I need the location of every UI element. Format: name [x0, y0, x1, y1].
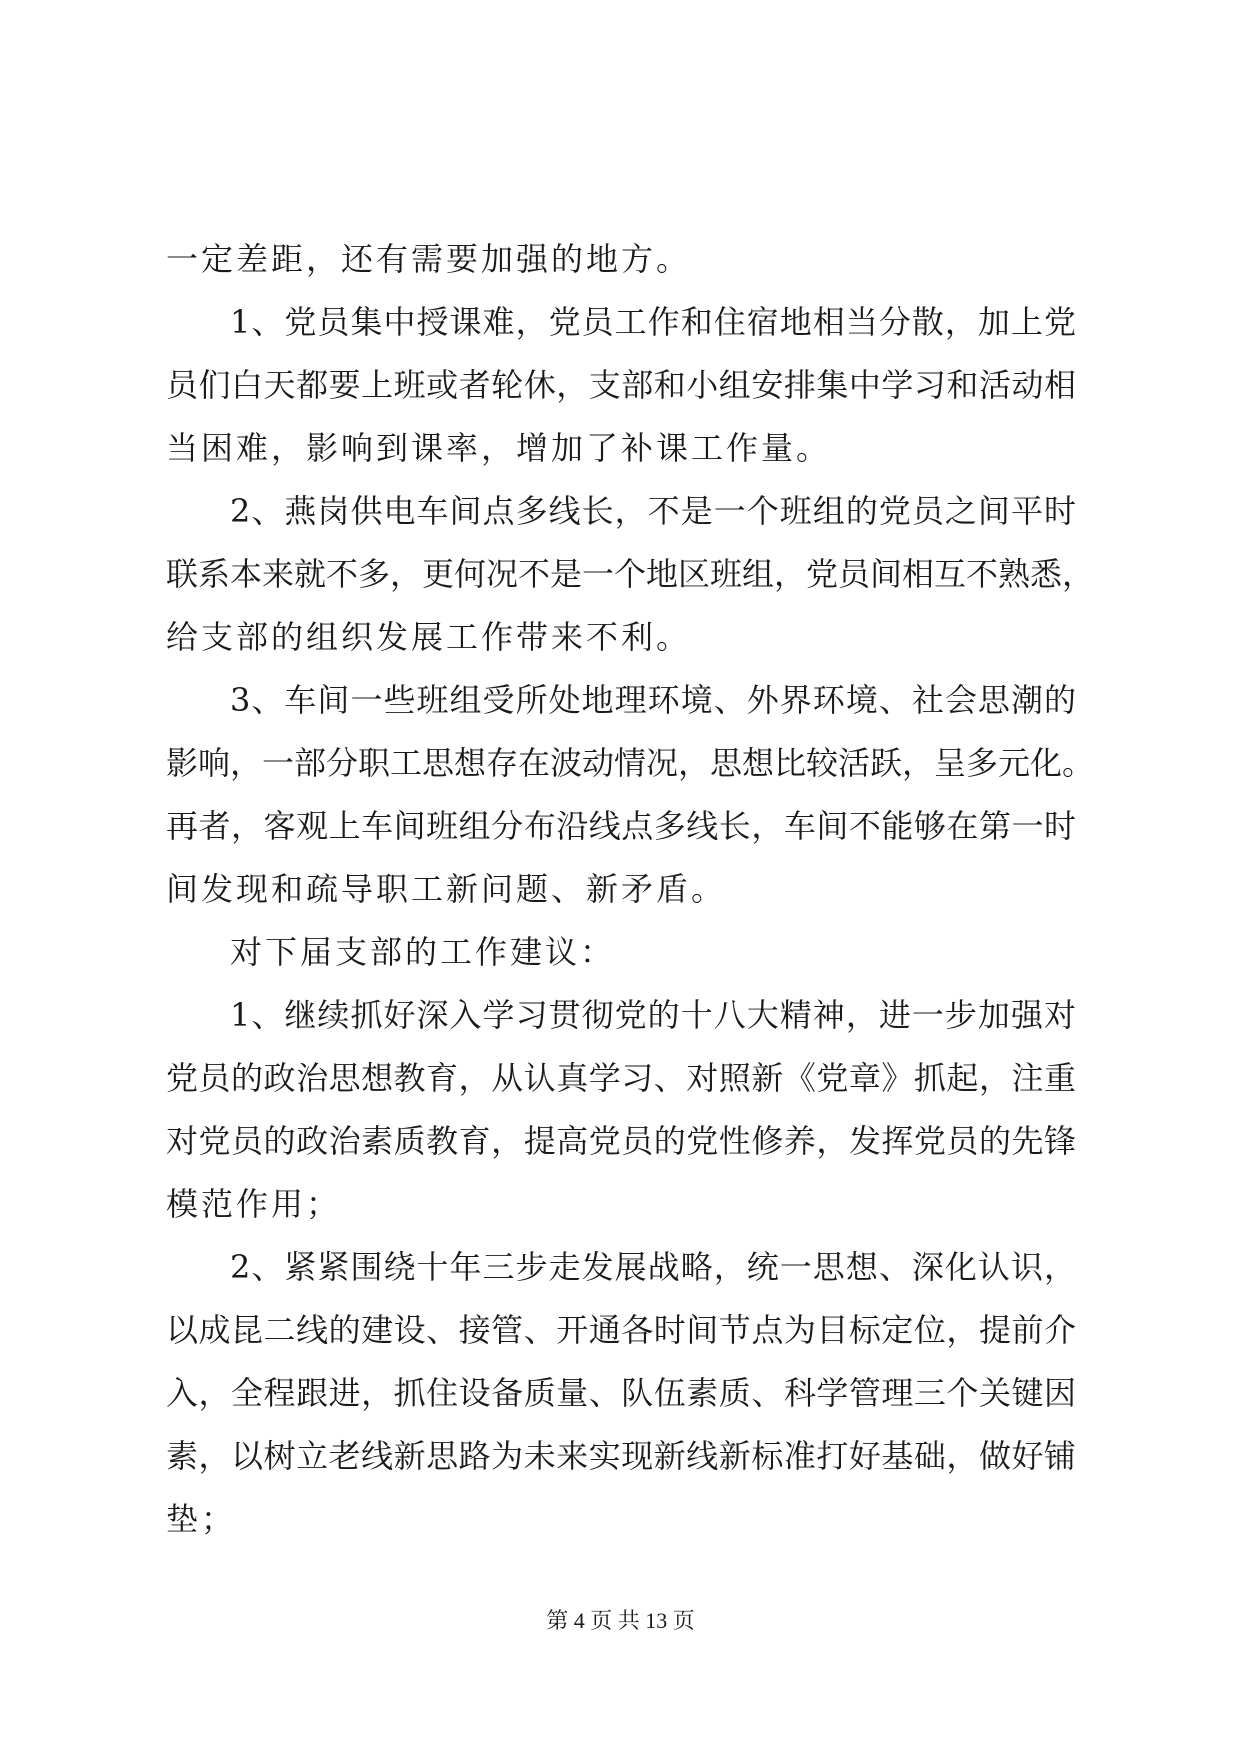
page-number-footer: 第 4 页 共 13 页: [546, 1608, 695, 1633]
text-line: 2、燕岗供电车间点多线长，不是一个班组的党员之间平时: [230, 492, 1076, 530]
text-line: 员们白天都要上班或者轮休，支部和小组安排集中学习和活动相: [166, 366, 1076, 404]
text-line: 3、车间一些班组受所处地理环境、外界环境、社会思潮的: [230, 681, 1076, 719]
text-line: 对下届支部的工作建议：: [230, 933, 616, 971]
text-line: 党员的政治思想教育，从认真学习、对照新《党章》抓起，注重: [166, 1059, 1076, 1097]
text-line: 素，以树立老线新思路为未来实现新线新标准打好基础，做好铺: [166, 1437, 1076, 1475]
text-line: 一定差距，还有需要加强的地方。: [166, 240, 692, 278]
text-line: 联系本来就不多，更何况不是一个地区班组，党员间相互不熟悉，: [166, 555, 1095, 593]
text-line: 1、继续抓好深入学习贯彻党的十八大精神，进一步加强对: [230, 996, 1076, 1034]
text-line: 影响，一部分职工思想存在波动情况，思想比较活跃，呈多元化。: [166, 744, 1095, 782]
text-line: 再者，客观上车间班组分布沿线点多线长，车间不能够在第一时: [166, 807, 1076, 845]
text-line: 当困难，影响到课率，增加了补课工作量。: [166, 429, 832, 467]
text-line: 对党员的政治素质教育，提高党员的党性修养，发挥党员的先锋: [166, 1122, 1076, 1160]
text-line: 2、紧紧围绕十年三步走发展战略，统一思想、深化认识，: [230, 1248, 1076, 1286]
text-line: 模范作用；: [166, 1185, 342, 1223]
text-line: 入，全程跟进，抓住设备质量、队伍素质、科学管理三个关键因: [166, 1374, 1076, 1412]
text-line: 垫；: [166, 1500, 237, 1538]
text-line: 间发现和疏导职工新问题、新矛盾。: [166, 870, 727, 908]
text-line: 1、党员集中授课难，党员工作和住宿地相当分散，加上党: [230, 303, 1076, 341]
text-line: 以成昆二线的建设、接管、开通各时间节点为目标定位，提前介: [166, 1311, 1076, 1349]
body-text: [166, 228, 1095, 1551]
text-line: 给支部的组织发展工作带来不利。: [166, 618, 692, 656]
